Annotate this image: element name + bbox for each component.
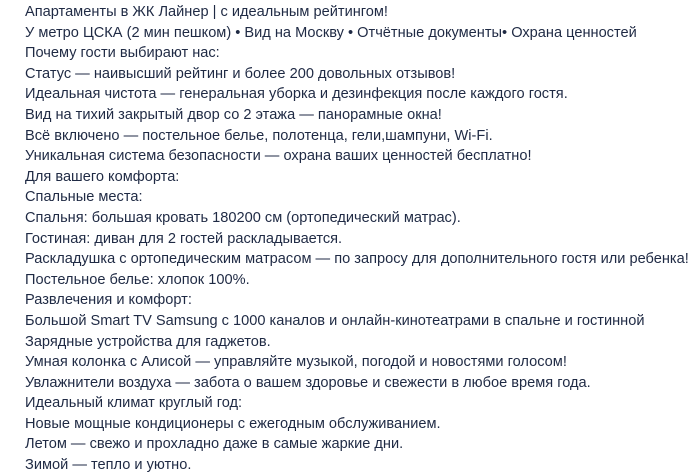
description-line: Всё включено — постельное белье, полотенца, гели,шампуни, Wi-Fi. [25, 127, 493, 144]
description-line: Умная колонка с Алисой — управляйте музыкой, погодой и новостями голосом! [25, 354, 567, 371]
description-line: Статус — наивысший рейтинг и более 200 довольных отзывов! [25, 65, 456, 82]
section-heading-why-us: Почему гости выбирают нас: [25, 45, 220, 62]
description-line: Вид на тихий закрытый двор со 2 этажа — панорамные окна! [25, 106, 442, 123]
description-line: Новые мощные кондиционеры с ежегодным обслуживанием. [25, 415, 441, 432]
description-line: Спальня: большая кровать 180200 см (ортопедический матрас). [25, 209, 461, 226]
description-line: Большой Smart TV Samsung с 1000 каналов и онлайн-кинотеатрами в спальне и гостинной [25, 312, 645, 329]
description-line: Постельное белье: хлопок 100%. [25, 271, 250, 288]
description-line: Увлажнители воздуха — забота о вашем здоровье и свежести в любое время года. [25, 374, 591, 391]
listing-description [25, 2, 697, 476]
section-heading-beds: Спальные места: [25, 189, 143, 206]
section-heading-climate: Идеальный климат круглый год: [25, 395, 243, 412]
listing-highlights: У метро ЦСКА (2 мин пешком) • Вид на Москву • Отчётные документы• Охрана ценностей [25, 24, 637, 41]
description-line: Раскладушка с ортопедическим матрасом — по запросу для дополнительного гостя или ребенка! [25, 251, 689, 268]
section-heading-entertainment: Развлечения и комфорт: [25, 292, 192, 309]
description-line: Летом — свежо и прохладно даже в самые жаркие дни. [25, 436, 404, 453]
description-line: Уникальная система безопасности — охрана ваших ценностей бесплатно! [25, 148, 532, 165]
description-line: Идеальная чистота — генеральная уборка и дезинфекция после каждого гостя. [25, 86, 568, 103]
description-line: Зарядные устройства для гаджетов. [25, 333, 271, 350]
description-line: Гостиная: диван для 2 гостей раскладывается. [25, 230, 343, 247]
listing-title: Апартаменты в ЖК Лайнер | с идеальным рейтингом! [25, 4, 388, 20]
section-heading-comfort: Для вашего комфорта: [25, 168, 180, 185]
description-line: Зимой — тепло и уютно. [25, 457, 192, 474]
